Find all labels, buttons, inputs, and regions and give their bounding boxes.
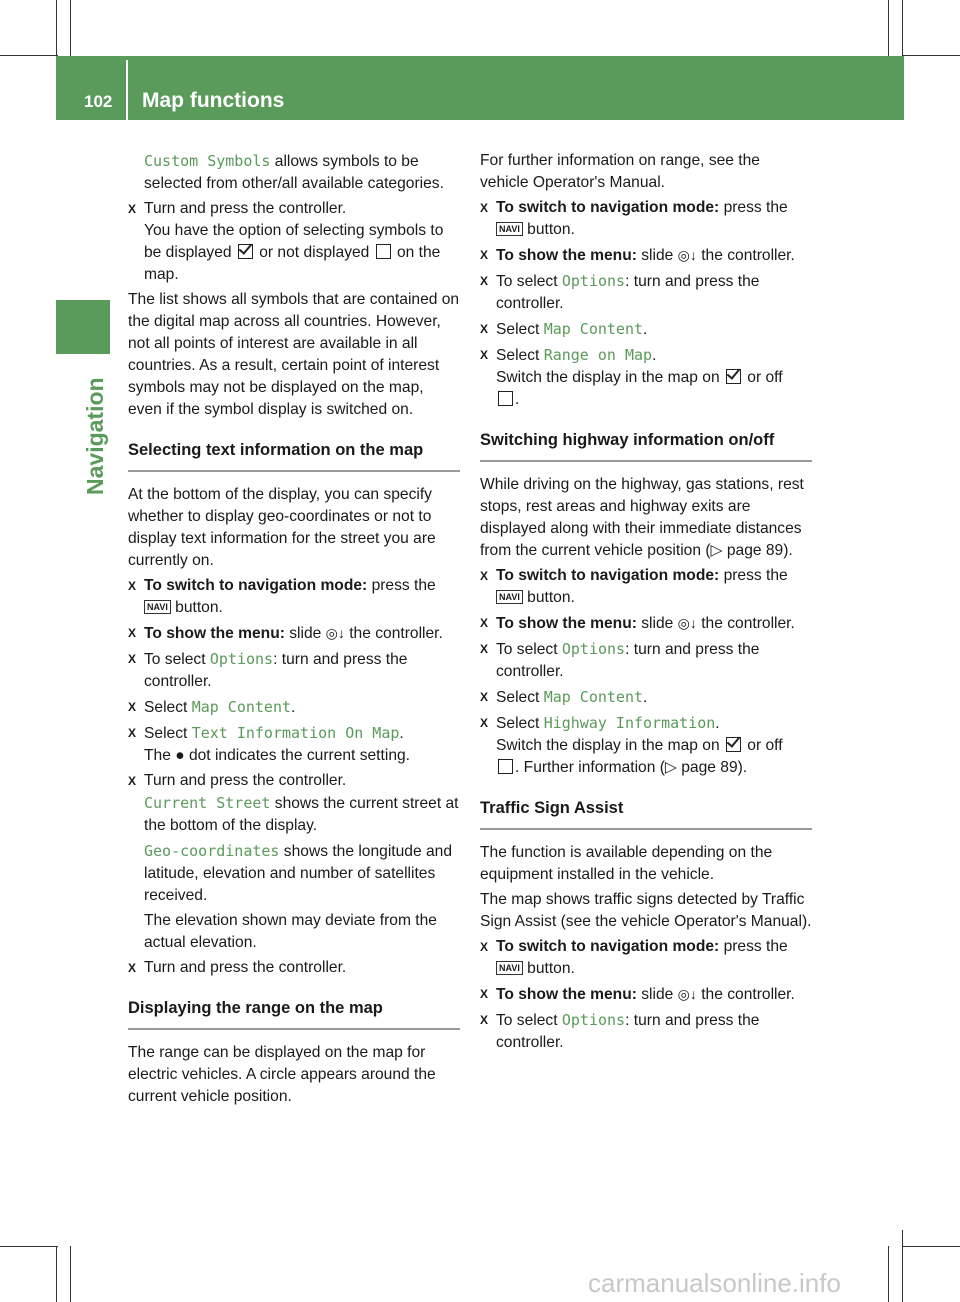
crop-mark — [70, 1246, 71, 1302]
checkbox-empty-icon — [376, 244, 391, 259]
section-tab-label: Navigation — [82, 377, 108, 495]
step-arrow-icon: X — [480, 716, 489, 730]
step-arrow-icon: X — [128, 774, 137, 788]
crop-mark — [0, 1246, 58, 1247]
navi-button-icon: NAVI — [496, 961, 523, 975]
step-arrow-icon: X — [480, 642, 489, 656]
checkbox-checked-icon — [726, 369, 741, 384]
instruction-step: X To select Options: turn and press the controller. — [480, 272, 760, 312]
instruction-step: X Select Map Content. — [480, 320, 648, 338]
paragraph: The list shows all symbols that are contained on the digital map across all countries. However, not all points of interest are available in all countries. As a result, certain point of interest symbols may not be displayed on the map, even if the symbol display is switched on. — [128, 291, 460, 418]
paragraph: For further information on range, see the vehicle Operator's Manual. — [480, 152, 760, 191]
step-arrow-icon: X — [480, 274, 489, 288]
crop-mark — [56, 1246, 57, 1302]
menu-option: Highway Information — [543, 714, 716, 732]
step-arrow-icon: X — [480, 201, 489, 215]
step-arrow-icon: X — [480, 569, 489, 583]
controller-icon: ◎↓ — [677, 247, 697, 263]
instruction-step: X To show the menu: slide ◎↓ the controller. — [480, 983, 812, 1006]
menu-option: Geo-coordinates — [144, 842, 280, 860]
step-arrow-icon: X — [128, 652, 137, 666]
instruction-step: X Select Highway Information. Switch the display in the map on or off . Further information (▷ page 89). — [480, 714, 783, 776]
controller-icon: ◎↓ — [677, 986, 697, 1002]
step-arrow-icon: X — [128, 579, 137, 593]
instruction-step: X To switch to navigation mode: press the NAVI button. — [480, 567, 788, 606]
instruction-step: X Select Range on Map. Switch the display in the map on or off . — [480, 346, 783, 408]
left-column — [128, 150, 460, 1111]
checkbox-empty-icon — [498, 391, 513, 406]
paragraph: Custom Symbols allows symbols to be selected from other/all available categories. — [144, 152, 444, 192]
right-column — [480, 150, 812, 1057]
navi-button-icon: NAVI — [496, 222, 523, 236]
menu-option: Map Content — [543, 688, 644, 706]
crop-mark — [56, 0, 57, 58]
section-heading: Selecting text information on the map — [128, 439, 460, 472]
crop-mark — [0, 55, 58, 56]
instruction-step: X Select Map Content. — [128, 698, 296, 716]
menu-option: Options — [209, 650, 274, 668]
instruction-step: X Turn and press the controller. Current Street shows the current street at the bottom of the display. Geo-coordinates shows the longitude and latitude, elevation and number of satellites received. The elevation shown may deviate from the actual elevation. — [128, 770, 460, 954]
instruction-step: X Select Text Information On Map. The ● dot indicates the current setting. — [128, 724, 410, 764]
step-arrow-icon: X — [480, 248, 489, 262]
step-arrow-icon: X — [480, 690, 489, 704]
menu-option: Options — [561, 640, 626, 658]
paragraph: The map shows traffic signs detected by Traffic Sign Assist (see the vehicle Operator's Manual). — [480, 891, 812, 930]
step-arrow-icon: X — [128, 700, 137, 714]
instruction-step: X To show the menu: slide ◎↓ the controller. — [128, 622, 460, 645]
navi-button-icon: NAVI — [144, 600, 171, 614]
checkbox-checked-icon — [238, 244, 253, 259]
menu-option: Options — [561, 1011, 626, 1029]
section-heading: Displaying the range on the map — [128, 997, 460, 1030]
checkbox-empty-icon — [498, 759, 513, 774]
crop-mark — [902, 0, 903, 58]
paragraph: The elevation shown may deviate from the actual elevation. — [144, 912, 437, 951]
watermark: carmanualsonline.info — [588, 1268, 841, 1298]
step-arrow-icon: X — [128, 626, 137, 640]
instruction-step: X To switch to navigation mode: press the NAVI button. — [480, 938, 788, 977]
step-arrow-icon: X — [480, 940, 489, 954]
crop-mark — [888, 1246, 889, 1302]
menu-option: Range on Map — [543, 346, 653, 364]
step-arrow-icon: X — [480, 1013, 489, 1027]
section-heading: Traffic Sign Assist — [480, 797, 812, 830]
crop-mark — [902, 1246, 960, 1247]
paragraph: At the bottom of the display, you can specify whether to display geo-coordinates or not to display text information for the street you are currently on. — [128, 486, 436, 569]
checkbox-checked-icon — [726, 737, 741, 752]
section-heading: Switching highway information on/off — [480, 429, 812, 462]
instruction-step: X To switch to navigation mode: press the NAVI button. — [128, 577, 436, 616]
step-arrow-icon: X — [128, 726, 137, 740]
crop-mark — [70, 0, 71, 58]
step-arrow-icon: X — [480, 616, 489, 630]
crop-mark — [902, 55, 960, 56]
step-arrow-icon: X — [480, 322, 489, 336]
step-arrow-icon: X — [128, 961, 137, 975]
menu-option: Custom Symbols — [144, 152, 271, 170]
step-arrow-icon: X — [480, 987, 489, 1001]
paragraph: The range can be displayed on the map for electric vehicles. A circle appears around the current vehicle position. — [128, 1044, 436, 1105]
menu-option: Current Street — [144, 794, 271, 812]
instruction-step: X To show the menu: slide ◎↓ the controller. — [480, 612, 812, 635]
crop-mark — [902, 1230, 903, 1302]
instruction-step: X Select Map Content. — [480, 688, 648, 706]
instruction-step: X Turn and press the controller. — [128, 957, 460, 979]
instruction-step: X Turn and press the controller. You have the option of selecting symbols to be displayed or not displayed on the map. — [128, 200, 444, 283]
controller-icon: ◎↓ — [677, 615, 697, 631]
instruction-step: X To switch to navigation mode: press the NAVI button. — [480, 199, 788, 238]
menu-option: Options — [561, 272, 626, 290]
instruction-step: X To select Options: turn and press the controller. — [128, 650, 408, 690]
controller-icon: ◎↓ — [325, 625, 345, 641]
header-divider — [126, 60, 128, 120]
page-title: Map functions — [142, 89, 285, 112]
instruction-step: X To select Options: turn and press the controller. — [480, 640, 760, 680]
menu-option: Text Information On Map — [191, 724, 400, 742]
menu-option: Map Content — [191, 698, 292, 716]
instruction-step: X To show the menu: slide ◎↓ the controller. — [480, 244, 812, 267]
navi-button-icon: NAVI — [496, 590, 523, 604]
menu-option: Map Content — [543, 320, 644, 338]
paragraph: The function is available depending on the equipment installed in the vehicle. — [480, 844, 773, 883]
section-tab-marker — [56, 300, 110, 354]
step-arrow-icon: X — [128, 202, 137, 216]
crop-mark — [888, 0, 889, 58]
page-number: 102 — [84, 92, 113, 111]
instruction-step: X To select Options: turn and press the controller. — [480, 1011, 760, 1051]
step-arrow-icon: X — [480, 348, 489, 362]
paragraph: While driving on the highway, gas stations, rest stops, rest areas and highway exits are displayed along with their immediate distances from the current vehicle position (▷ page 89). — [480, 476, 804, 559]
